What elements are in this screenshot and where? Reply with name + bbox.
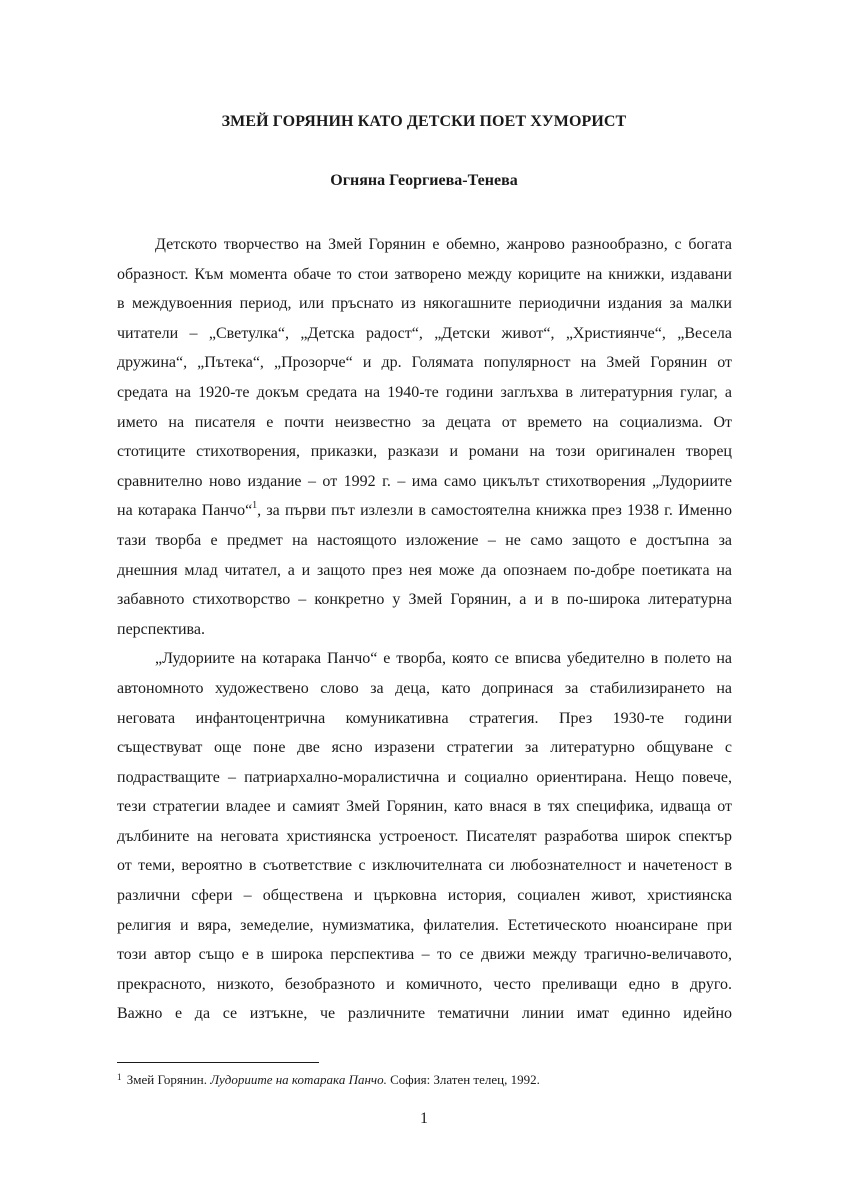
body-text [117, 230, 732, 1029]
paragraph-1-text: , за първи път излезли в самостоятелна книжка през 1938 г. Именно [257, 502, 732, 520]
paragraph-1-line: тази творба е предмет на настоящото изложение – не само защото е достъпна за [117, 531, 732, 549]
footnote-publication: София: Златен телец, 1992. [390, 1072, 540, 1087]
paragraph-2-line: от теми, вероятно в съответствие с изключителната си любознателност и начетеност в [117, 857, 732, 875]
paragraph-1-line: дружина“, „Пътека“, „Прозорче“ и др. Голямата популярност на Змей Горянин от [117, 354, 732, 372]
paragraph-2-line: автономното художествено слово за деца, като допринася за стабилизирането на [117, 679, 732, 697]
paragraph-2-line: прекрасното, низкото, безобразното и комичното, често преливащи едно в друго. [117, 975, 732, 993]
paragraph-2-line: този автор също е в широка перспектива – то се движи между трагично-величавото, [117, 946, 732, 964]
page-number: 1 [420, 1110, 428, 1127]
footnote [117, 1071, 732, 1090]
paragraph-1-line-with-footnote [117, 496, 732, 526]
paragraph-1-line: сравнително ново издание – от 1992 г. – има само цикълът стихотворения „Лудориите [117, 472, 732, 490]
document-author: Огняна Георгиева-Тенева [330, 172, 518, 189]
footnote-separator [117, 1062, 319, 1063]
paragraph-1-line: името на писателя е почти неизвестно за децата от времето на социализма. От [117, 413, 732, 431]
document-title: ЗМЕЙ ГОРЯНИН КАТО ДЕТСКИ ПОЕТ ХУМОРИСТ [221, 113, 627, 130]
paragraph-2-line: религия и вяра, земеделие, нумизматика, филателия. Естетическото нюансиране при [117, 916, 732, 934]
paragraph-2-line: подрастващите – патриархално-моралистична и социално ориентирана. Нещо повече, [117, 768, 732, 786]
paragraph-1-line: Детското творчество на Змей Горянин е обемно, жанрово разнообразно, с богата [155, 236, 732, 253]
footnote-book-title: Лудориите на котарака Панчо. [210, 1072, 387, 1087]
paragraph-2-line: неговата инфантоцентрична комуникативна стратегия. През 1930-те години [117, 709, 732, 727]
paragraph-1-text: на котарака Панчо“ [117, 502, 253, 520]
paragraph-1-line: образност. Към момента обаче то стои затворено между кориците на книжки, издавани [117, 265, 732, 283]
paragraph-1-line: средата на 1920-те докъм средата на 1940-те години заглъхва в литературния гулаг, а [117, 383, 732, 401]
paragraph-2-line: тези стратегии владее и самият Змей Горянин, като внася в тях специфика, идваща от [117, 798, 732, 816]
paragraph-1-line: читатели – „Светулка“, „Детска радост“, „Детски живот“, „Християнче“, „Весела [117, 324, 732, 342]
paragraph-1-line: днешния млад читател, а и защото през нея може да опознаем по-добре поетиката на [117, 561, 732, 579]
paragraph-2-line: съществуват още поне две ясно изразени стратегии за литературно общуване с [117, 739, 732, 757]
paragraph-2-line: дълбините на неговата християнска устроеност. Писателят разработва широк спектър [117, 827, 732, 845]
paragraph-1-line: перспектива. [117, 620, 205, 638]
paragraph-1-line: стотиците стихотворения, приказки, разкази и романи на този оригинален творец [117, 443, 732, 461]
footnote-author: Змей Горянин. [126, 1072, 207, 1087]
paragraph-1-line: в междувоенния период, или пръснато из някогашните периодични издания за малки [117, 295, 732, 313]
footnote-reference: 1 [252, 500, 258, 512]
paragraph-2-line: „Лудориите на котарака Панчо“ е творба, която се вписва убедително в полето на [155, 650, 732, 668]
paragraph-2-line: Важно е да се изтъкне, че различните тематични линии имат единно идейно [117, 1005, 732, 1023]
paragraph-1-line: забавното стихотворство – конкретно у Змей Горянин, а и в по-широка литературна [117, 591, 732, 609]
paragraph-2-line: различни сфери – обществена и църковна история, социален живот, християнска [117, 887, 732, 905]
footnote-marker: 1 [117, 1072, 122, 1082]
